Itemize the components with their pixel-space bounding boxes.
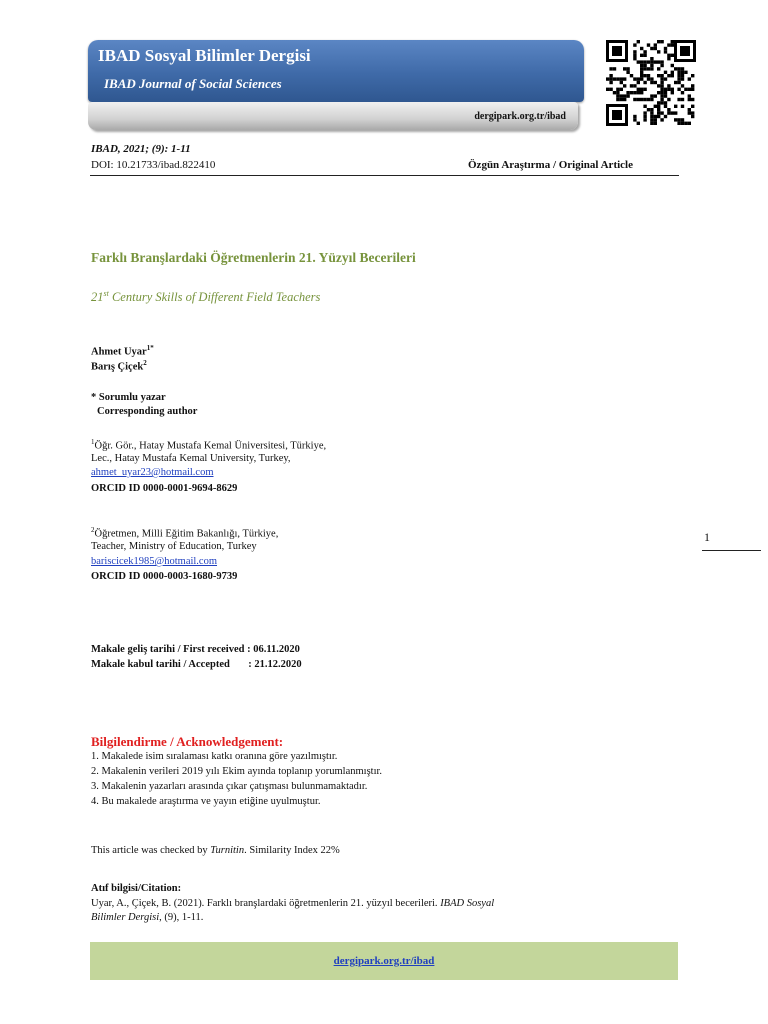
author-2-orcid: ORCID ID 0000-0003-1680-9739 [91, 571, 238, 582]
citation-journal: IBAD Sosyal [440, 898, 495, 909]
journal-banner [88, 40, 584, 130]
author-mark: 2 [143, 359, 147, 367]
title-en-superscript: st [103, 289, 109, 298]
doi: DOI: 10.21733/ibad.822410 [91, 159, 216, 171]
acknowledgement-item: 1. Makalede isim sıralaması katkı oranına göre yazılmıştır. [91, 751, 338, 762]
turnitin-prefix: This article was checked by [91, 845, 211, 856]
citation-line-1 [91, 898, 494, 909]
author-2 [91, 359, 147, 373]
affiliation-2-line2: Teacher, Ministry of Education, Turkey [91, 541, 257, 552]
qr-code-icon [604, 38, 698, 128]
affiliation-2-line1 [91, 526, 278, 540]
page-number: 1 [704, 530, 710, 544]
journal-title: IBAD Sosyal Bilimler Dergisi [98, 46, 311, 65]
citation-heading: Atıf bilgisi/Citation: [91, 883, 182, 894]
author-1 [91, 344, 154, 358]
citation-text: Uyar, A., Çiçek, B. (2021). Farklı branşlardaki öğretmenlerin 21. yüzyıl becerileri. [91, 898, 441, 909]
affiliation-1-line2: Lec., Hatay Mustafa Kemal University, Turkey, [91, 453, 291, 464]
journal-site-link[interactable]: dergipark.org.tr/ibad [474, 111, 566, 122]
article-type: Özgün Araştırma / Original Article [468, 159, 633, 171]
author-name: Ahmet Uyar [91, 346, 147, 358]
corresponding-label-en: Corresponding author [97, 406, 198, 417]
author-name: Barış Çiçek [91, 361, 144, 373]
affiliation-mark: 2 [91, 526, 95, 534]
acknowledgement-heading: Bilgilendirme / Acknowledgement: [91, 734, 284, 749]
received-date: Makale geliş tarihi / First received : 06.11.2020 [91, 644, 300, 655]
author-2-email[interactable]: bariscicek1985@hotmail.com [91, 556, 218, 567]
affiliation-text: Öğr. Gör., Hatay Mustafa Kemal Üniversitesi, Türkiye, [94, 440, 327, 452]
title-en-rest: Century Skills of Different Field Teachers [108, 290, 321, 305]
article-title-tr: Farklı Branşlardaki Öğretmenlerin 21. Yüzyıl Becerileri [91, 250, 416, 265]
author-mark: 1* [146, 344, 154, 352]
acknowledgement-item: 3. Makalenin yazarları arasında çıkar çatışması bulunmamaktadır. [91, 781, 368, 792]
citation-text: , (9), 1-11. [159, 912, 204, 923]
journal-subtitle: IBAD Journal of Social Sciences [104, 76, 282, 91]
author-1-orcid: ORCID ID 0000-0001-9694-8629 [91, 483, 238, 494]
citation-journal: Bilimler Dergisi [91, 912, 160, 923]
turnitin-tool: Turnitin [210, 845, 245, 856]
affiliation-mark: 1 [91, 438, 95, 446]
article-title-en [91, 289, 320, 305]
footer-bar [90, 942, 678, 980]
turnitin-note [91, 845, 340, 856]
citation-line-2 [91, 912, 203, 923]
header-divider [90, 175, 679, 176]
issue-info: IBAD, 2021; (9): 1-11 [91, 143, 191, 155]
author-1-email[interactable]: ahmet_uyar23@hotmail.com [91, 467, 214, 478]
affiliation-text: Öğretmen, Milli Eğitim Bakanlığı, Türkiye, [94, 528, 279, 540]
acknowledgement-item: 2. Makalenin verileri 2019 yılı Ekim ayında toplanıp yorumlanmıştır. [91, 766, 383, 777]
title-en-number: 21 [91, 290, 104, 305]
corresponding-label-tr: * Sorumlu yazar [91, 392, 166, 403]
acknowledgement-item: 4. Bu makalede araştırma ve yayın etiğine uyulmuştur. [91, 796, 321, 807]
banner-blue-panel [88, 40, 584, 102]
footer-site-link[interactable]: dergipark.org.tr/ibad [333, 955, 435, 967]
accepted-date: Makale kabul tarihi / Accepted : 21.12.2020 [91, 659, 302, 670]
affiliation-1-line1 [91, 438, 326, 452]
banner-grey-panel [88, 102, 578, 130]
turnitin-suffix: . Similarity Index 22% [244, 845, 340, 856]
page-number-rule [702, 550, 761, 551]
